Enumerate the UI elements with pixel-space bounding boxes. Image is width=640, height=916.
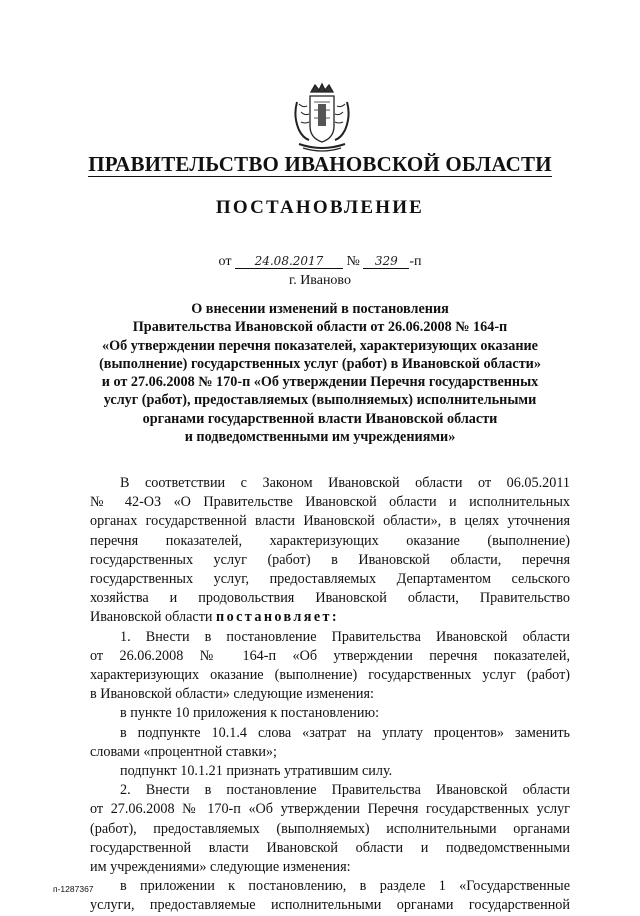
body-line: 1. Внести в постановление Правительства Ивановской области <box>120 628 570 645</box>
heading-line: и подведомственными им учреждениями» <box>184 429 456 446</box>
body-line: государственной власти Ивановской области и подведомственными <box>90 839 570 856</box>
heading-line: (выполнение) государственных услуг (работ) в Ивановской области» <box>99 355 541 372</box>
body-text: Ивановской области <box>90 609 213 626</box>
number-prefix: № <box>346 254 360 269</box>
document-heading <box>70 300 570 446</box>
government-title: ПРАВИТЕЛЬСТВО ИВАНОВСКОЙ ОБЛАСТИ <box>88 152 552 176</box>
document-type: ПОСТАНОВЛЕНИЕ <box>215 197 425 218</box>
date-prefix: от <box>218 254 232 269</box>
handwritten-date: 24.08.2017 <box>235 254 343 269</box>
city: г. Иваново <box>289 273 351 288</box>
body-line: в подпункте 10.1.4 слова «затрат на уплату процентов» заменить <box>120 724 570 741</box>
body-line: от 27.06.2008 № 170-п «Об утверждении Перечня государственных услуг <box>90 801 570 818</box>
document-body <box>90 474 570 916</box>
body-line: государственных услуг (работ) в Ивановской области, перечня <box>90 551 570 568</box>
body-line: словами «процентной ставки»; <box>90 743 277 760</box>
body-line: 2. Внести в постановление Правительства Ивановской области <box>120 782 570 799</box>
body-line <box>90 608 570 627</box>
handwritten-number: 329 <box>363 254 409 269</box>
heading-line: органами государственной власти Ивановской области <box>142 410 498 427</box>
body-line: (работ), предоставляемых (выполняемых) исполнительными органами <box>90 820 570 837</box>
body-line: В соответствии с Законом Ивановской области от 06.05.2011 <box>120 475 570 491</box>
body-line: в приложении к постановлению, в разделе 1 «Государственные <box>120 878 570 895</box>
heading-line: О внесении изменений в постановления <box>191 301 449 317</box>
body-line: в Ивановской области» следующие изменения: <box>90 686 374 703</box>
date-number-line <box>0 254 640 270</box>
body-line: хозяйства и продовольствия Ивановской области, Правительство <box>90 590 570 607</box>
heading-line: и от 27.06.2008 № 170-п «Об утверждении Перечня государственных <box>101 374 539 391</box>
body-line: характеризующих оказание (выполнение) государственных услуг (работ) <box>90 667 570 684</box>
body-line: государственных услуг, предоставляемых Департаментом сельского <box>90 571 570 588</box>
body-line: им учреждениями» следующие изменения: <box>90 859 351 876</box>
body-line: от 26.06.2008 № 164-п «Об утверждении перечня показателей, <box>90 647 570 664</box>
heading-line: услуг (работ), предоставляемых (выполняемых) исполнительными <box>103 392 537 409</box>
heading-line: Правительства Ивановской области от 26.06.2008 № 164-п <box>132 319 508 336</box>
body-line: № 42-ОЗ «О Правительстве Ивановской области и исполнительных <box>90 494 570 511</box>
decree-word: постановляет: <box>216 609 340 626</box>
body-line: перечня показателей, характеризующих оказание (выполнение) <box>90 532 570 549</box>
body-line: услуги, предоставляемые исполнительными органами государственной <box>90 897 570 914</box>
body-line: подпункт 10.1.21 признать утратившим силу. <box>120 763 393 780</box>
coat-of-arms-icon <box>289 82 355 154</box>
number-suffix: -п <box>409 254 422 269</box>
body-line: в пункте 10 приложения к постановлению: <box>120 705 380 722</box>
heading-line: «Об утверждении перечня показателей, характеризующих оказание <box>102 337 538 354</box>
body-line: органах государственной власти Ивановской области», в целях уточнения <box>90 513 570 530</box>
document-code: п-1287367 <box>53 884 94 894</box>
